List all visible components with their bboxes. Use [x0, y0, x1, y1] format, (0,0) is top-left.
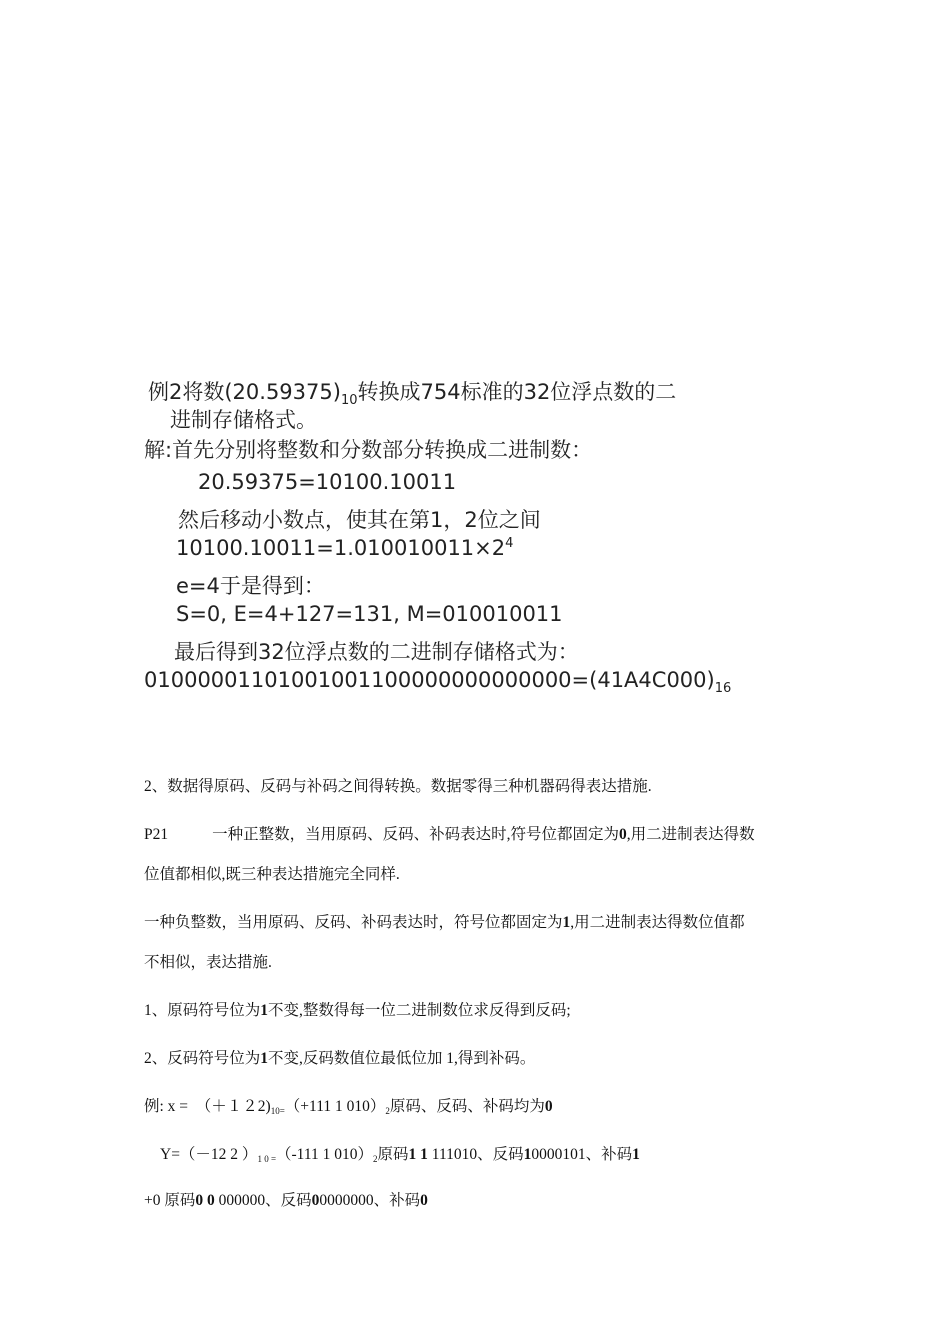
- figure-line-2: 进制存储格式。: [170, 408, 317, 432]
- figure-line-3: 解:首先分别将整数和分数部分转换成二进制数：: [144, 438, 593, 462]
- example-figure: [140, 368, 730, 703]
- paragraph-negative-integer: 一种负整数，当用原码、反码、补码表达时，符号位都固定为1,用二进制表达得数位值都: [144, 914, 745, 931]
- rule-1: 1、原码符号位为1不变,整数得每一位二进制数位求反得到反码;: [144, 1002, 571, 1019]
- figure-line-7: e=4于是得到：: [176, 574, 325, 598]
- paragraph-positive-integer: P21 一种正整数，当用原码、反码、补码表达时,符号位都固定为0,用二进制表达得数: [144, 826, 755, 843]
- paragraph-negative-integer-cont: 不相似，表达措施.: [144, 954, 272, 971]
- figure-line-1: 例2将数$(20.59375)_{10}$转换成754标准的32位浮点数的二: [148, 380, 677, 409]
- example-zero: +0 原码0 0 000000、反码00000000、补码0: [144, 1192, 428, 1209]
- figure-line-8: S=0, E=4+127=131, M=010010011: [176, 602, 563, 626]
- example-x: 例: x = （＋１２2)10=（+111 1 010）2原码、反码、补码均为0: [144, 1098, 553, 1116]
- figure-line-4: 20.59375=10100.10011: [198, 470, 457, 494]
- figure-line-10: $01000001101001001100000000000000=(41A4C000)_{16}$: [144, 668, 732, 697]
- figure-line-9: 最后得到32位浮点数的二进制存储格式为：: [174, 640, 579, 664]
- figure-line-5: 然后移动小数点，使其在第1，2位之间: [178, 508, 541, 532]
- figure-line-6: $10100.10011=1.010010011\times 2^4$: [176, 536, 514, 560]
- paragraph-positive-integer-cont: 位值都相似,既三种表达措施完全同样.: [144, 866, 400, 883]
- example-y: Y=（－12 2 ）1 0 =（-111 1 010）2原码1 1 111010、反码10000101、补码1: [160, 1146, 640, 1164]
- paragraph-conversion-title: 2、数据得原码、反码与补码之间得转换。数据零得三种机器码得表达措施.: [144, 778, 652, 795]
- rule-2: 2、反码符号位为1不变,反码数值位最低位加 1,得到补码。: [144, 1050, 536, 1067]
